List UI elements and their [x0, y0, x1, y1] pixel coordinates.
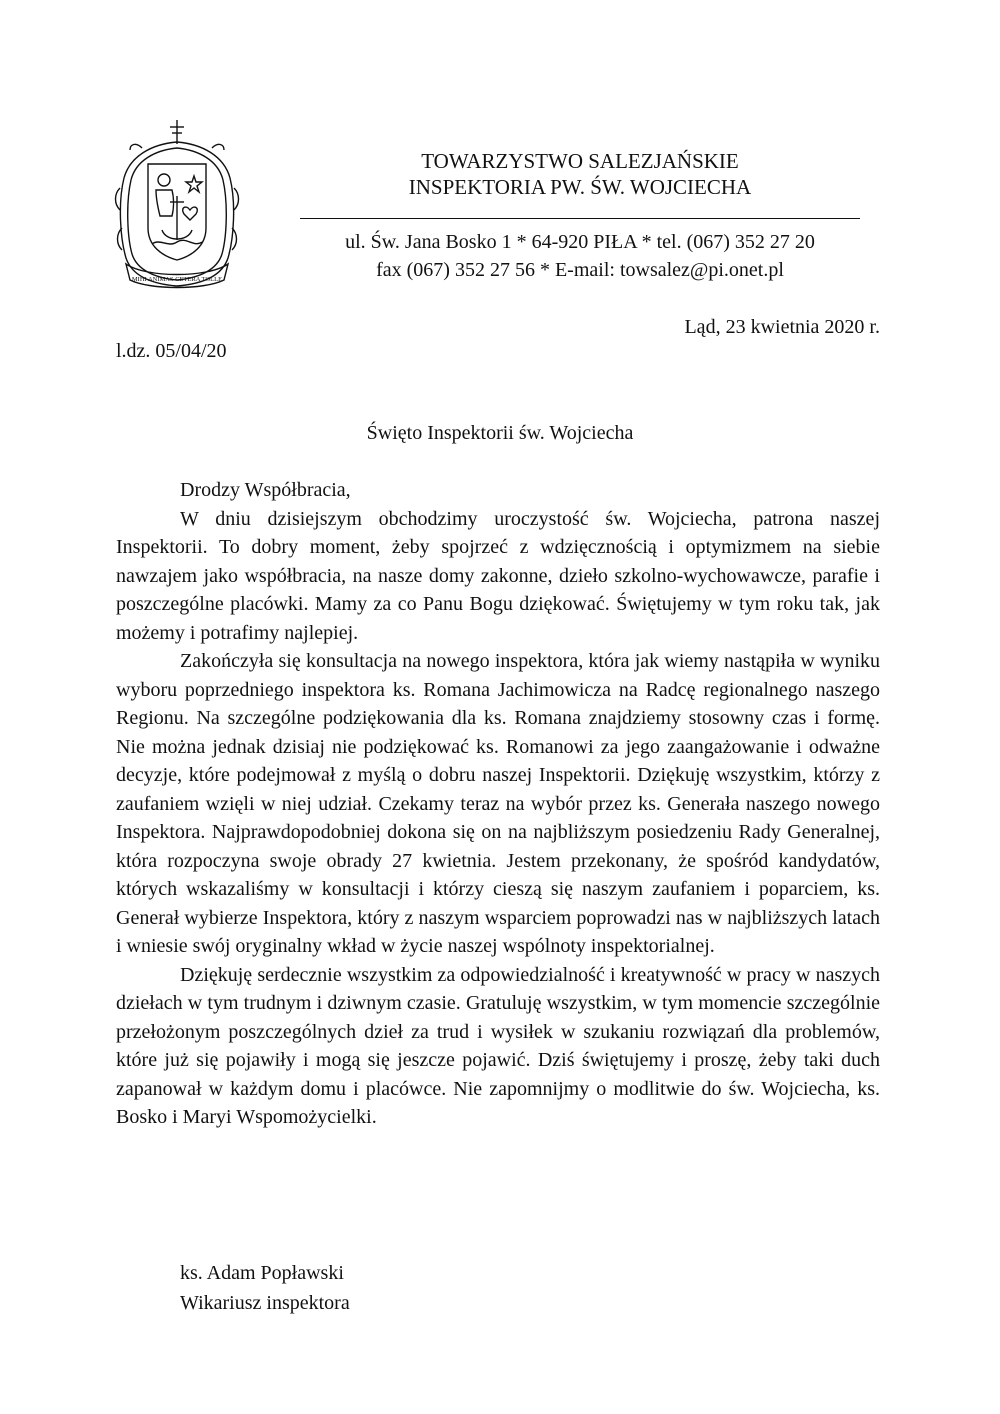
body-paragraph: Zakończyła się konsultacja na nowego inspektora, która jak wiemy nastąpiła w wyniku wyboru poprzedniego inspektora ks. Romana Jachimowicza na Radcę regionalnego naszego Regionu. Na szczególne podziękowania dla ks. Romana znajdziemy stosowny czas i formę. Nie można jednak dzisiaj nie podziękować ks. Romanowi za jego zaangażowanie i odważne decyzje, które podejmował z myślą o dobru naszej Inspektorii. Dziękuję wszystkim, którzy z zaufaniem wzięli w niej udział. Czekamy teraz na wybór przez ks. Generała naszego nowego Inspektora. Najprawdopodobniej dokona się on na najbliższym posiedzeniu Rady Generalnej, która rozpoczyna swoje obrady 27 kwietnia. Jestem przekonany, że spośród kandydatów, których wskazaliśmy w konsultacji i którzy cieszą się naszym zaufaniem i poparciem, ks. Generał wybierze Inspektora, który z naszym wsparciem poprowadzi nas w najbliższych latach i wniesie swój oryginalny wkład w życie naszej wspólnoty inspektorialnej. — [116, 650, 880, 957]
address-line: ul. Św. Jana Bosko 1 * 64-920 PIŁA * tel. (067) 352 27 20 — [345, 231, 815, 253]
body-paragraph: W dniu dzisiejszym obchodzimy uroczystość św. Wojciecha, patrona naszej Inspektorii. To dobry moment, żeby spojrzeć z wdzięcznością i optymizmem na siebie nawzajem jako współbracia, na nasze domy zakonne, dzieło szkolno-wychowawcze, parafie i poszczególne placówki. Mamy za co Panu Bogu dziękować. Świętujemy w tym roku tak, jak możemy i potrafimy najlepiej. — [116, 507, 880, 644]
body-paragraph: Dziękuję serdecznie wszystkim za odpowiedzialność i kreatywność w pracy w naszych dziełach w tym trudnym i dziwnym czasie. Gratuluję wszystkim, w tym momencie szczególnie przełożonym poszczególnych dzieł za trud i wysiłek w szukaniu rozwiązań dla problemów, które już się pojawiły i mogą się jeszcze pojawić. Dziś świętujemy i proszę, żeby taki duch zapanował w każdym domu i placówce. Nie zapomnijmy o modlitwie do św. Wojciecha, ks. Bosko i Maryi Wspomożycielki. — [116, 963, 880, 1128]
place-date: Ląd, 23 kwietnia 2020 r. — [684, 316, 880, 338]
letter-subject: Święto Inspektorii św. Wojciecha — [366, 422, 634, 444]
reference-number: l.dz. 05/04/20 — [116, 340, 227, 362]
salesian-crest-logo — [112, 118, 242, 298]
svg-text:MIHI ANIMAS CETERA TOLLE: MIHI ANIMAS CETERA TOLLE — [131, 276, 223, 283]
letter-body — [116, 476, 880, 1132]
signatory-name: ks. Adam Popławski — [180, 1262, 344, 1284]
greeting: Drodzy Współbracia, — [180, 479, 351, 501]
province-name: INSPEKTORIA PW. ŚW. WOJCIECHA — [408, 175, 752, 199]
contact-line: fax (067) 352 27 56 * E-mail: towsalez@pi.onet.pl — [376, 259, 784, 281]
organization-name: TOWARZYSTWO SALEZJAŃSKIE — [421, 149, 739, 173]
signatory-title: Wikariusz inspektora — [180, 1292, 350, 1314]
signature-block — [180, 1258, 350, 1318]
header-divider — [300, 218, 860, 219]
